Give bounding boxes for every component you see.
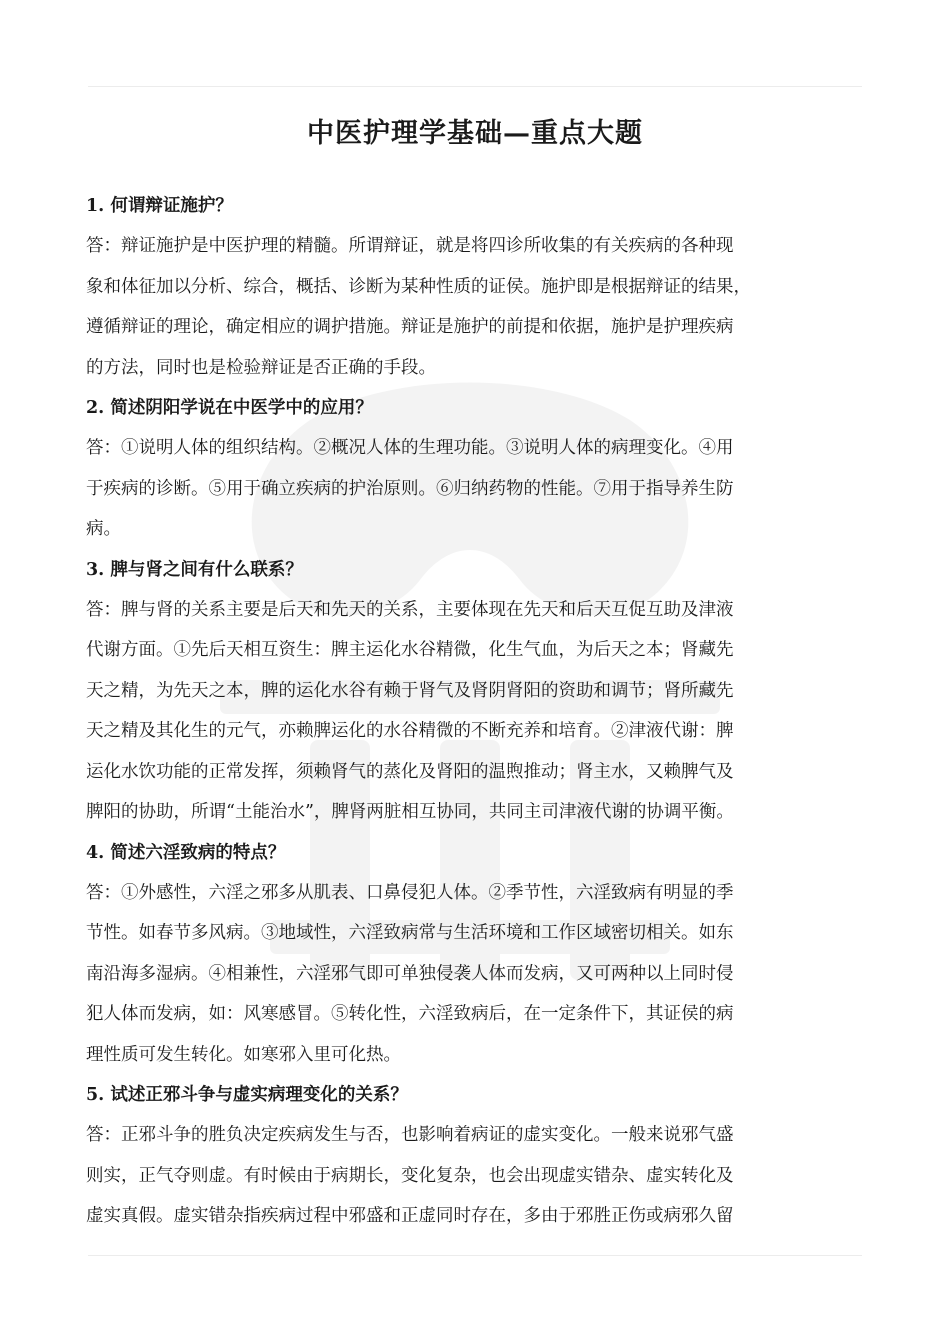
qa-section [86,186,878,388]
answer-line: 脾阳的协助，所谓“土能治水”，脾肾两脏相互协同，共同主司津液代谢的协调平衡。 [86,802,734,822]
answer-paragraph [86,873,878,1076]
answer-line: 答：①外感性，六淫之邪多从肌表、口鼻侵犯人体。②季节性，六淫致病有明显的季 [86,882,734,903]
answer-line: 天之精，为先天之本，脾的运化水谷有赖于肾气及肾阴肾阳的资助和调节；肾所藏先 [86,680,734,701]
answer-line: 遵循辩证的理论，确定相应的调护措施。辩证是施护的前提和依据，施护是护理疾病 [86,317,734,337]
qa-section [86,388,878,550]
footer-divider [88,1255,862,1256]
answer-paragraph [86,428,878,550]
question-heading: 1. 何谓辩证施护？ [86,196,233,216]
qa-section [86,550,878,833]
document-body [86,186,878,1237]
answer-line: 天之精及其化生的元气，亦赖脾运化的水谷精微的不断充养和培育。②津液代谢：脾 [86,721,734,741]
answer-paragraph [86,1115,878,1237]
answer-line: 代谢方面。①先后天相互资生：脾主运化水谷精微，化生气血，为后天之本；肾藏先 [86,640,734,660]
question-heading: 4. 简述六淫致病的特点？ [86,842,286,863]
answer-line: 答：辩证施护是中医护理的精髓。所谓辩证，就是将四诊所收集的有关疾病的各种现 [86,236,734,256]
qa-section [86,1075,878,1237]
answer-line: 节性。如春节多风病。③地域性，六淫致病常与生活环境和工作区域密切相关。如东 [86,923,734,943]
answer-line: 运化水饮功能的正常发挥，须赖肾气的蒸化及肾阳的温煦推动；肾主水，又赖脾气及 [86,761,734,782]
answer-line: 于疾病的诊断。⑤用于确立疾病的护治原则。⑥归纳药物的性能。⑦用于指导养生防 [86,478,734,499]
answer-paragraph [86,590,878,833]
header-divider [88,86,862,87]
question-heading: 3. 脾与肾之间有什么联系？ [86,559,303,580]
answer-line: 犯人体而发病，如：风寒感冒。⑤转化性，六淫致病后，在一定条件下，其证侯的病 [86,1004,734,1024]
answer-paragraph [86,226,878,388]
answer-line: 理性质可发生转化。如寒邪入里可化热。 [86,1044,401,1065]
page-title: 中医护理学基础—重点大题 [307,118,643,149]
answer-line: 答：正邪斗争的胜负决定疾病发生与否，也影响着病证的虚实变化。一般来说邪气盛 [86,1125,734,1145]
answer-line: 的方法，同时也是检验辩证是否正确的手段。 [86,357,436,378]
answer-line: 病。 [86,519,121,539]
answer-line: 象和体征加以分析、综合，概括、诊断为某种性质的证侯。施护即是根据辩证的结果， [86,276,751,297]
answer-line: 虚实真假。虚实错杂指疾病过程中邪盛和正虚同时存在，多由于邪胜正伤或病邪久留 [86,1206,734,1226]
answer-line: 则实，正气夺则虚。有时候由于病期长，变化复杂，也会出现虚实错杂、虚实转化及 [86,1165,734,1186]
answer-line: 答：①说明人体的组织结构。②概况人体的生理功能。③说明人体的病理变化。④用 [86,438,734,458]
answer-line: 南沿海多湿病。④相兼性，六淫邪气即可单独侵袭人体而发病，又可两种以上同时侵 [86,963,734,984]
question-heading: 5. 试述正邪斗争与虚实病理变化的关系？ [86,1085,408,1105]
question-heading: 2. 简述阴阳学说在中医学中的应用？ [86,398,373,418]
answer-line: 答：脾与肾的关系主要是后天和先天的关系，主要体现在先天和后天互促互助及津液 [86,599,734,620]
qa-section [86,833,878,1076]
